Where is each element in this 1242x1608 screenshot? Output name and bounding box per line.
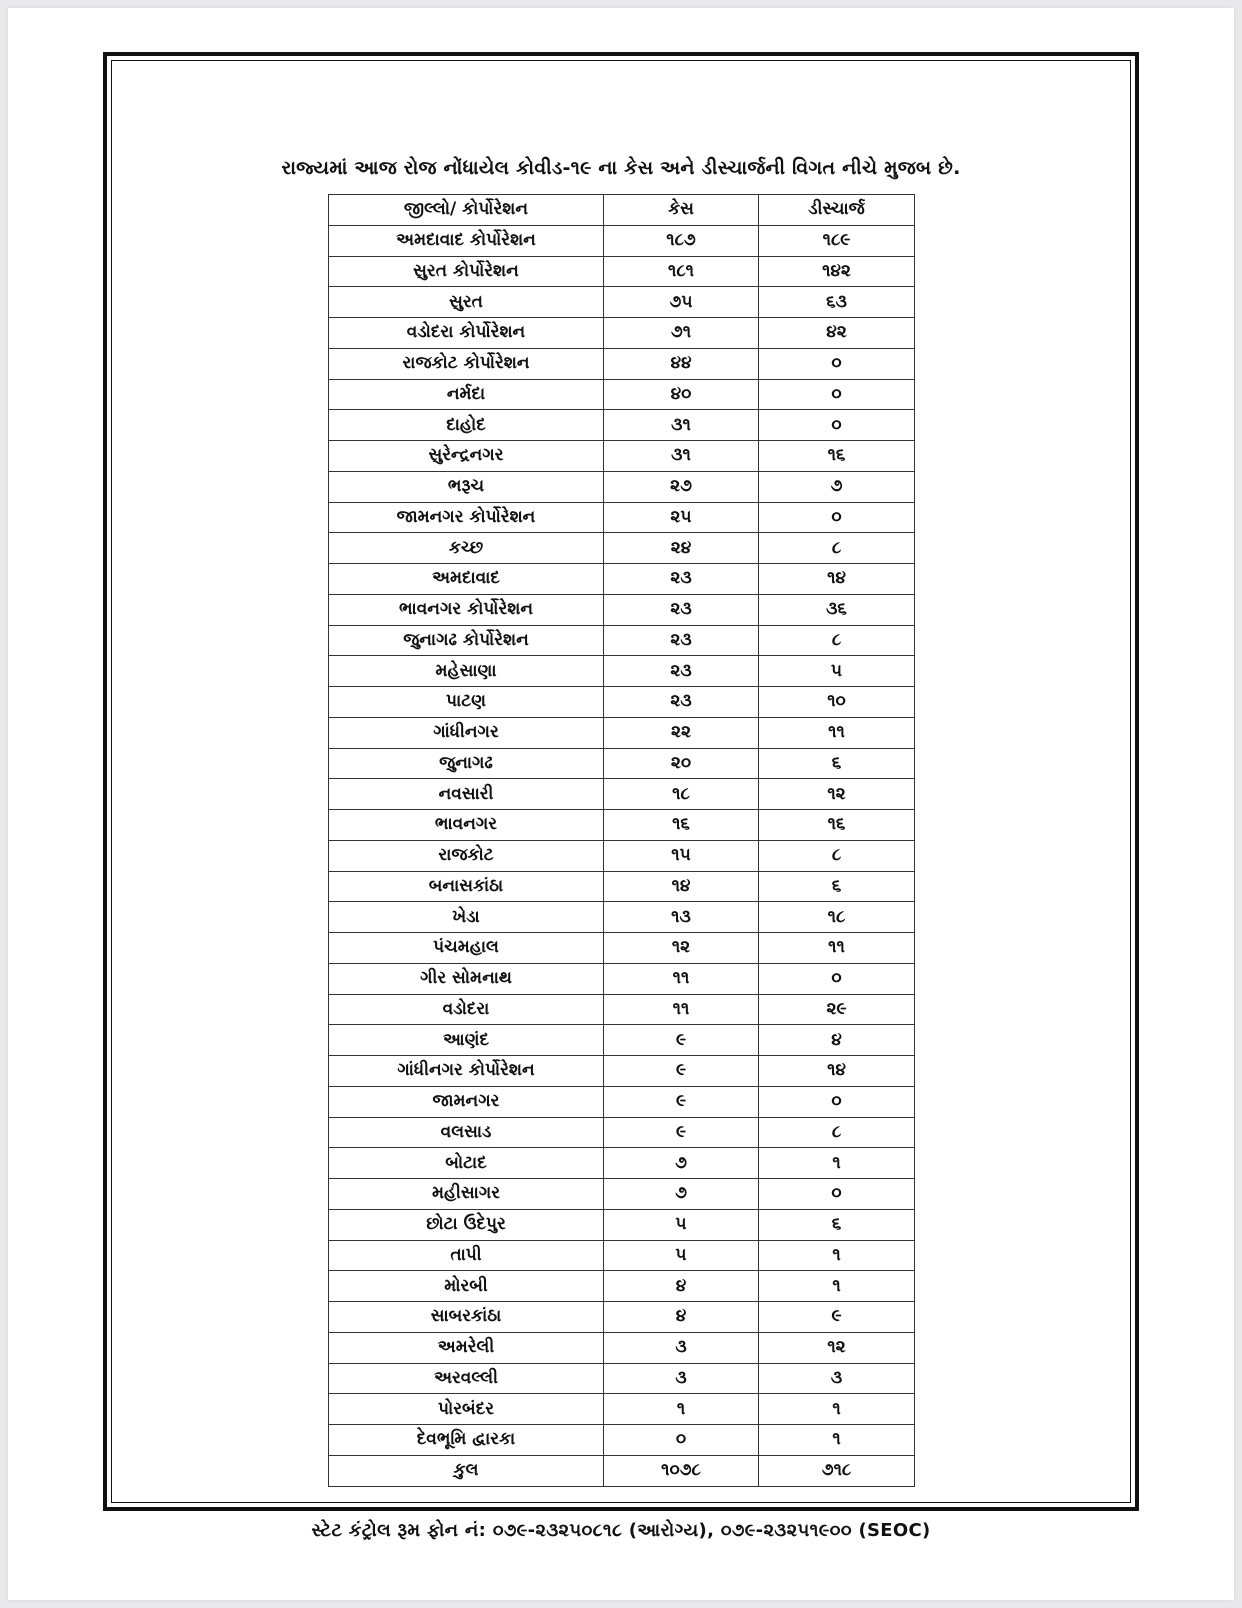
cell-district: સુરત [329,287,604,318]
cell-district: ગાંધીનગર [329,717,604,748]
covid-cases-table [328,194,915,1487]
table-row [329,410,915,441]
cell-discharge: ૮ [759,840,915,871]
table-row [329,871,915,902]
cell-discharge: ૧૨ [759,779,915,810]
page-border-inner [111,60,1131,1503]
table-row [329,471,915,502]
table-row [329,441,915,472]
cell-district: ખેડા [329,902,604,933]
cell-discharge: ૧૧ [759,717,915,748]
cell-district: અમદાવાદ કોર્પોરેશન [329,225,604,256]
document-title: રાજ્યમાં આજ રોજ નોંધાયેલ કોવીડ-૧૯ ના કેસ અને ડીસ્ચાર્જની વિગત નીચે મુજબ છે. [281,157,961,179]
cell-district: મોરબી [329,1271,604,1302]
cell-discharge: ૬ [759,1209,915,1240]
table-row [329,287,915,318]
header-district: જીલ્લો/ કોર્પોરેશન [329,195,604,226]
cell-cases: ૧૮૭ [604,225,759,256]
table-row [329,963,915,994]
cell-discharge: ૧૧ [759,933,915,964]
table-row [329,1086,915,1117]
page-border [103,52,1139,1511]
cell-district: દેવભૂમિ દ્વારકા [329,1425,604,1456]
cell-discharge: ૮ [759,533,915,564]
cell-discharge: ૧૪૨ [759,256,915,287]
table-row [329,379,915,410]
cell-discharge: ૪ [759,1025,915,1056]
cell-district: ગીર સોમનાથ [329,963,604,994]
cell-district: જામનગર કોર્પોરેશન [329,502,604,533]
cell-discharge: ૧ [759,1240,915,1271]
table-row [329,933,915,964]
cell-cases: ૯ [604,1025,759,1056]
cell-district: વલસાડ [329,1117,604,1148]
cell-district: તાપી [329,1240,604,1271]
cell-district: અમરેલી [329,1332,604,1363]
cell-cases: ૧૮૧ [604,256,759,287]
table-row [329,1425,915,1456]
table-row [329,564,915,595]
cell-district: કચ્છ [329,533,604,564]
header-cases: કેસ [604,195,759,226]
cell-discharge: ૩૬ [759,594,915,625]
cell-cases: ૩ [604,1363,759,1394]
cell-cases: ૧૨ [604,933,759,964]
table-row [329,1025,915,1056]
cell-discharge: ૧૬ [759,810,915,841]
cell-district: બોટાદ [329,1148,604,1179]
cell-district: નવસારી [329,779,604,810]
table-row [329,1302,915,1333]
cell-discharge: ૫ [759,656,915,687]
cell-district: ગાંધીનગર કોર્પોરેશન [329,1056,604,1087]
table-row [329,902,915,933]
table-header-row [329,195,915,226]
cell-discharge: ૦ [759,410,915,441]
cell-discharge: ૧ [759,1425,915,1456]
cell-discharge: ૧ [759,1394,915,1425]
table-row [329,656,915,687]
table-row [329,748,915,779]
cell-cases: ૩ [604,1332,759,1363]
cell-cases: ૩૧ [604,410,759,441]
table-row [329,1209,915,1240]
table-row [329,1363,915,1394]
cell-cases: ૭ [604,1148,759,1179]
table-row [329,810,915,841]
cell-discharge: ૧૦ [759,687,915,718]
cell-district: અમદાવાદ [329,564,604,595]
cell-discharge: ૧ [759,1271,915,1302]
cell-discharge: ૧૬ [759,441,915,472]
cell-cases: ૨૩ [604,625,759,656]
table-row [329,1148,915,1179]
cell-district: મહીસાગર [329,1179,604,1210]
table-row [329,594,915,625]
table-row [329,502,915,533]
cell-discharge: ૧૮૯ [759,225,915,256]
cell-discharge: ૦ [759,348,915,379]
cell-discharge: ૪૨ [759,318,915,349]
total-discharge: ૭૧૮ [759,1455,915,1486]
table-row [329,840,915,871]
cell-discharge: ૧૪ [759,564,915,595]
control-room-phone-footer: સ્ટેટ કંટ્રોલ રૂમ ફોન નં: ૦૭૯-૨૩૨૫૦૮૧૮ (આરોગ્ય), ૦૭૯-૨૩૨૫૧૯૦૦ (SEOC) [311,1520,931,1541]
cell-discharge: ૨૯ [759,994,915,1025]
cell-district: સુરેન્દ્રનગર [329,441,604,472]
cell-district: છોટા ઉદેપુર [329,1209,604,1240]
cell-discharge: ૬ [759,748,915,779]
cell-cases: ૧૩ [604,902,759,933]
cell-cases: ૭ [604,1179,759,1210]
cell-discharge: ૩ [759,1363,915,1394]
cell-discharge: ૧૨ [759,1332,915,1363]
cell-discharge: ૧૪ [759,1056,915,1087]
cell-district: મહેસાણા [329,656,604,687]
cell-discharge: ૬ [759,871,915,902]
cell-district: વડોદરા [329,994,604,1025]
table-body [329,225,915,1455]
cell-cases: ૪૪ [604,348,759,379]
cell-district: પાટણ [329,687,604,718]
cell-cases: ૭૧ [604,318,759,349]
table-row [329,994,915,1025]
table-row [329,1394,915,1425]
cell-cases: ૨૩ [604,594,759,625]
cell-discharge: ૦ [759,379,915,410]
cell-cases: ૧૬ [604,810,759,841]
cell-district: સુરત કોર્પોરેશન [329,256,604,287]
cell-cases: ૨૪ [604,533,759,564]
cell-discharge: ૧ [759,1148,915,1179]
table-row [329,779,915,810]
cell-cases: ૪ [604,1302,759,1333]
cell-cases: ૧૮ [604,779,759,810]
table-row [329,687,915,718]
table-row [329,625,915,656]
cell-district: જુનાગઢ કોર્પોરેશન [329,625,604,656]
cell-cases: ૨૦ [604,748,759,779]
cell-cases: ૨૩ [604,687,759,718]
total-label: કુલ [329,1455,604,1486]
table-row [329,348,915,379]
cell-discharge: ૦ [759,963,915,994]
cell-cases: ૨૭ [604,471,759,502]
table-total-row [329,1455,915,1486]
cell-cases: ૯ [604,1117,759,1148]
cell-district: આણંદ [329,1025,604,1056]
cell-cases: ૯ [604,1086,759,1117]
cell-cases: ૧ [604,1394,759,1425]
cell-cases: ૧૧ [604,963,759,994]
cell-district: વડોદરા કોર્પોરેશન [329,318,604,349]
cell-cases: ૯ [604,1056,759,1087]
cell-district: નર્મદા [329,379,604,410]
table-row [329,717,915,748]
cell-cases: ૨૩ [604,564,759,595]
document-page [8,8,1234,1600]
cell-discharge: ૯ [759,1302,915,1333]
cell-cases: ૩૧ [604,441,759,472]
cell-cases: ૧૪ [604,871,759,902]
table-row [329,1117,915,1148]
cell-cases: ૨૩ [604,656,759,687]
cell-district: સાબરકાંઠા [329,1302,604,1333]
cell-discharge: ૦ [759,1086,915,1117]
cell-cases: ૪૦ [604,379,759,410]
cell-cases: ૨૨ [604,717,759,748]
cell-district: રાજકોટ [329,840,604,871]
header-discharge: ડીસ્ચાર્જ [759,195,915,226]
cell-cases: ૧૧ [604,994,759,1025]
table-row [329,533,915,564]
cell-discharge: ૦ [759,1179,915,1210]
cell-cases: ૫ [604,1240,759,1271]
cell-district: અરવલ્લી [329,1363,604,1394]
cell-cases: ૧૫ [604,840,759,871]
table-row [329,318,915,349]
cell-district: જામનગર [329,1086,604,1117]
cell-district: પંચમહાલ [329,933,604,964]
cell-district: રાજકોટ કોર્પોરેશન [329,348,604,379]
cell-district: બનાસકાંઠા [329,871,604,902]
cell-cases: ૨૫ [604,502,759,533]
cell-discharge: ૭ [759,471,915,502]
cell-district: ભાવનગર કોર્પોરેશન [329,594,604,625]
cell-discharge: ૬૩ [759,287,915,318]
cell-cases: ૫ [604,1209,759,1240]
table-row [329,1332,915,1363]
cell-discharge: ૮ [759,1117,915,1148]
cell-district: ભરૂચ [329,471,604,502]
cell-district: ભાવનગર [329,810,604,841]
table-row [329,225,915,256]
total-cases: ૧૦૭૮ [604,1455,759,1486]
table-row [329,1271,915,1302]
table-row [329,1056,915,1087]
cell-district: જુનાગઢ [329,748,604,779]
cell-discharge: ૧૮ [759,902,915,933]
cell-cases: ૪ [604,1271,759,1302]
cell-district: પોરબંદર [329,1394,604,1425]
table-row [329,256,915,287]
cell-cases: ૦ [604,1425,759,1456]
cell-cases: ૭૫ [604,287,759,318]
cell-discharge: ૦ [759,502,915,533]
table-row [329,1179,915,1210]
table-row [329,1240,915,1271]
cell-discharge: ૮ [759,625,915,656]
cell-district: દાહોદ [329,410,604,441]
